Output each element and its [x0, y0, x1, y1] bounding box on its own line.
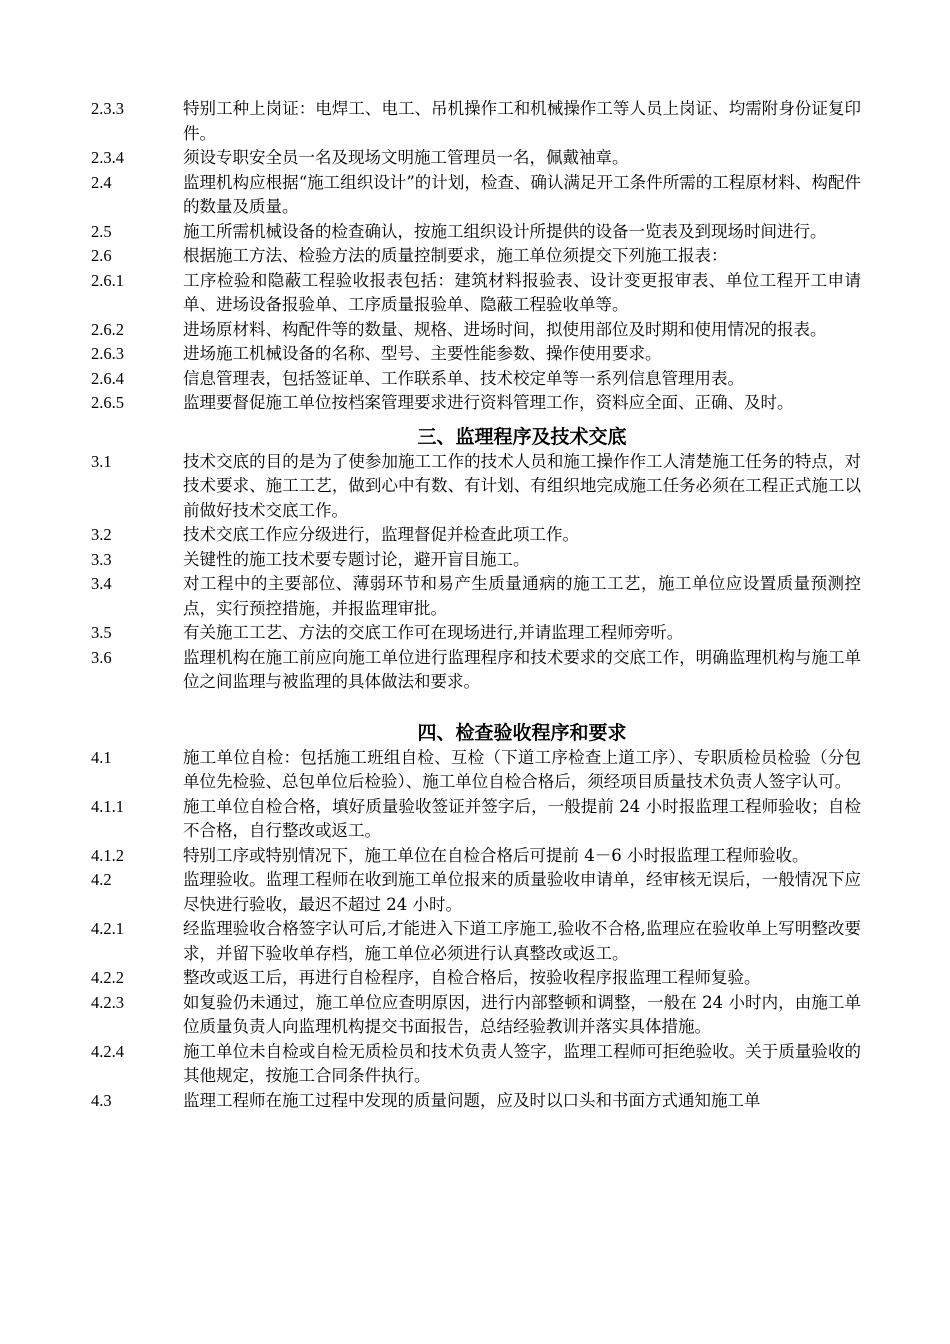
clause-text: 关键性的施工技术要专题讨论，避开盲目施工。 — [183, 549, 530, 569]
clause-text: 技术交底的目的是为了使参加施工工作的技术人员和施工操作作工人清楚施工任务的特点，对技术要求、施工工艺，做到心中有数、有计划、有组织地完成施工任务必须在工程正式施工以前做好技术交底工作。 — [183, 451, 861, 520]
clause-2-6-1 — [91, 269, 861, 318]
section-3-list — [91, 450, 861, 695]
clause-text: 整改或返工后，再进行自检程序，自检合格后，按验收程序报监理工程师复验。 — [183, 968, 761, 987]
clause-text: 施工单位自检：包括施工班组自检、互检（下道工序检查上道工序）、专职质检员检验（分包单位先检验、总包单位后检验）、施工单位自检合格后，须经项目质量技术负责人签字认可。 — [183, 747, 861, 791]
clause-number: 2.6.1 — [91, 270, 124, 290]
clause-4-1-1 — [91, 795, 861, 844]
clause-4-3 — [91, 1089, 861, 1114]
clause-4-1 — [91, 746, 861, 795]
section-3-heading: 三、监理程序及技术交底 — [417, 425, 627, 448]
clause-3-3 — [91, 548, 861, 573]
clause-4-1-2 — [91, 844, 861, 869]
clause-3-2 — [91, 523, 861, 548]
clause-2-6-3 — [91, 342, 861, 367]
clause-number: 3.1 — [91, 451, 112, 471]
clause-2-5 — [91, 220, 861, 245]
clause-text: 根据施工方法、检验方法的质量控制要求，施工单位须提交下列施工报表： — [183, 246, 728, 265]
clause-number: 4.2 — [91, 870, 112, 889]
section-4-heading: 四、检查验收程序和要求 — [417, 721, 627, 744]
clause-text: 监理机构在施工前应向施工单位进行监理程序和技术要求的交底工作，明确监理机构与施工单位之间监理与被监理的具体做法和要求。 — [183, 647, 861, 691]
clause-2-6-2 — [91, 318, 861, 343]
clause-number: 4.1.1 — [91, 796, 124, 816]
clause-number: 4.2.4 — [91, 1041, 124, 1061]
clause-number: 2.3.4 — [91, 148, 124, 167]
clause-number: 4.1.2 — [91, 845, 124, 865]
clause-text: 信息管理表，包括签证单、工作联系单、技术校定单等一系列信息管理用表。 — [183, 368, 744, 388]
clause-number: 2.6.5 — [91, 393, 124, 412]
clause-4-2-3 — [91, 991, 861, 1040]
clause-text: 如复验仍未通过，施工单位应查明原因，进行内部整顿和调整，一般在 24 小时内，由施工单位质量负责人向监理机构提交书面报告，总结经验教训并落实具体措施。 — [183, 992, 861, 1036]
clause-text: 工序检验和隐蔽工程验收报表包括：建筑材料报验表、设计变更报审表、单位工程开工申请单、进场设备报验单、工序质量报验单、隐蔽工程验收单等。 — [183, 270, 861, 314]
clause-number: 2.6.2 — [91, 319, 124, 339]
clause-number: 4.2.1 — [91, 919, 124, 938]
clause-text: 须设专职安全员一名及现场文明施工管理员一名，佩戴袖章。 — [183, 148, 629, 167]
clause-number: 2.6 — [91, 246, 112, 265]
clause-number: 2.3.3 — [91, 99, 124, 118]
clause-4-2 — [91, 868, 861, 917]
clause-number: 3.2 — [91, 525, 112, 544]
clause-number: 2.6.4 — [91, 368, 124, 388]
clause-2-3-3 — [91, 97, 861, 146]
clause-text: 监理要督促施工单位按档案管理要求进行资料管理工作，资料应全面、正确、及时。 — [183, 393, 794, 412]
clause-text: 进场原材料、构配件等的数量、规格、进场时间，拟使用部位及时期和使用情况的报表。 — [183, 319, 827, 339]
clause-number: 3.6 — [91, 647, 112, 667]
clause-2-6 — [91, 244, 861, 269]
clause-number: 4.1 — [91, 747, 112, 767]
clause-4-2-4 — [91, 1040, 861, 1089]
clause-number: 3.5 — [91, 623, 112, 642]
clause-text: 有关施工工艺、方法的交底工作可在现场进行,并请监理工程师旁听。 — [183, 623, 684, 642]
clause-4-2-2 — [91, 966, 861, 991]
clause-number: 2.4 — [91, 172, 112, 192]
clause-text: 特别工序或特别情况下，施工单位在自检合格后可提前 4－6 小时报监理工程师验收。 — [183, 845, 809, 865]
clause-text: 监理验收。监理工程师在收到施工单位报来的质量验收申请单，经审核无误后，一般情况下应尽快进行验收，最迟不超过 24 小时。 — [183, 870, 861, 914]
clause-text: 对工程中的主要部位、薄弱环节和易产生质量通病的施工工艺，施工单位应设置质量预测控点，实行预控措施，并报监理审批。 — [183, 574, 861, 618]
clause-2-6-5 — [91, 391, 861, 416]
clause-text: 施工所需机械设备的检查确认，按施工组织设计所提供的设备一览表及到现场时间进行。 — [183, 221, 827, 241]
clause-text: 特别工种上岗证：电焊工、电工、吊机操作工和机械操作工等人员上岗证、均需附身份证复印件。 — [183, 99, 861, 143]
clause-3-5 — [91, 621, 861, 646]
clause-text: 施工单位未自检或自检无质检员和技术负责人签字，监理工程师可拒绝验收。关于质量验收的其他规定，按施工合同条件执行。 — [183, 1041, 861, 1085]
clause-3-1 — [91, 450, 861, 524]
clause-2-3-4 — [91, 146, 861, 171]
section-4-list — [91, 746, 861, 1114]
clause-number: 2.6.3 — [91, 344, 124, 363]
section-2-list — [91, 97, 861, 416]
clause-number: 4.3 — [91, 1090, 112, 1110]
clause-number: 3.3 — [91, 549, 112, 569]
document-body — [91, 97, 861, 1113]
clause-number: 4.2.3 — [91, 992, 124, 1012]
clause-number: 4.2.2 — [91, 968, 124, 987]
clause-2-6-4 — [91, 367, 861, 392]
clause-text: 监理工程师在施工过程中发现的质量问题，应及时以口头和书面方式通知施工单 — [183, 1090, 761, 1110]
clause-text: 进场施工机械设备的名称、型号、主要性能参数、操作使用要求。 — [183, 344, 662, 363]
clause-number: 3.4 — [91, 574, 112, 593]
clause-3-6 — [91, 646, 861, 695]
clause-number: 2.5 — [91, 221, 112, 241]
clause-text: 施工单位自检合格，填好质量验收签证并签字后，一般提前 24 小时报监理工程师验收；自检不合格，自行整改或返工。 — [183, 796, 861, 840]
clause-text: 技术交底工作应分级进行，监理督促并检查此项工作。 — [183, 525, 579, 544]
clause-2-4 — [91, 171, 861, 220]
clause-text: 经监理验收合格签字认可后,才能进入下道工序施工,验收不合格,监理应在验收单上写明整改要求，并留下验收单存档，施工单位必须进行认真整改或返工。 — [183, 919, 861, 963]
clause-3-4 — [91, 572, 861, 621]
clause-text: 监理机构应根据“施工组织设计”的计划，检查、确认满足开工条件所需的工程原材料、构配件的数量及质量。 — [183, 172, 861, 216]
clause-4-2-1 — [91, 917, 861, 966]
